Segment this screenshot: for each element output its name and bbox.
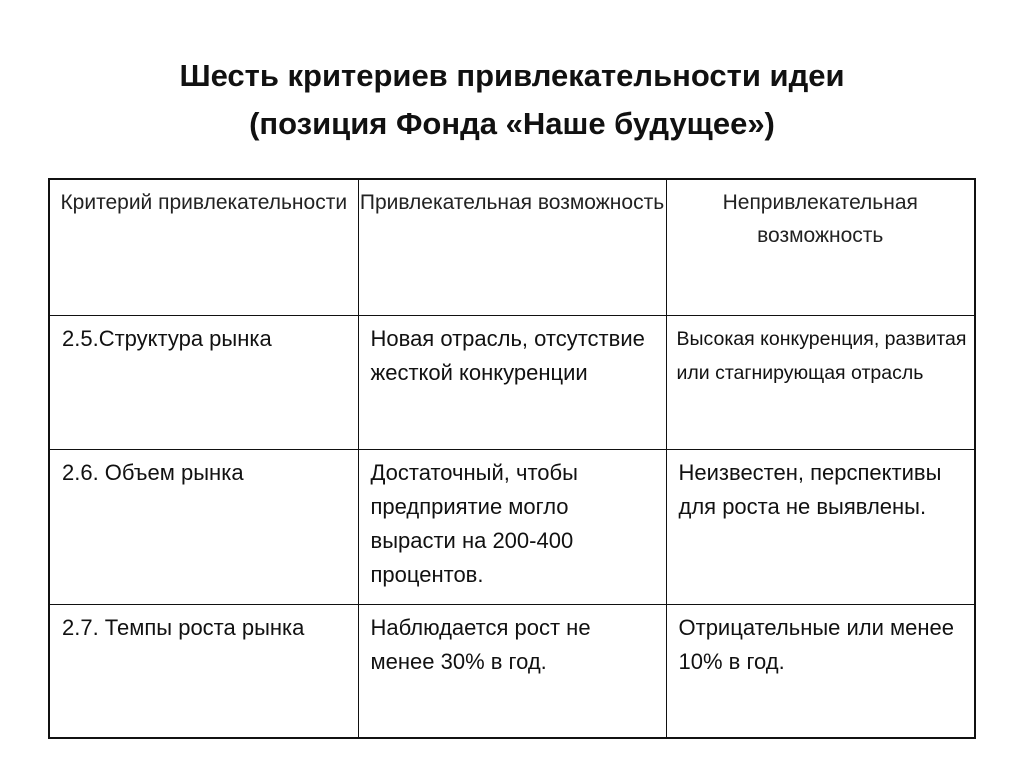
table-header-row: [49, 179, 975, 315]
attractive-cell: Новая отрасль, отсутствие жесткой конкуренции: [358, 315, 666, 449]
header-unattractive: Непривлекательная возможность: [666, 179, 975, 315]
table-row: [49, 315, 975, 449]
header-criterion: Критерий привлекательности: [49, 179, 358, 315]
attractive-cell: Достаточный, чтобы предприятие могло вырасти на 200-400 процентов.: [358, 449, 666, 604]
slide-title: [0, 52, 1024, 148]
unattractive-cell: Отрицательные или менее 10% в год.: [666, 604, 975, 738]
unattractive-cell: Неизвестен, перспективы для роста не выявлены.: [666, 449, 975, 604]
criterion-cell: 2.7. Темпы роста рынка: [49, 604, 358, 738]
table-row: [49, 604, 975, 738]
table-row: [49, 449, 975, 604]
criterion-cell: 2.5.Структура рынка: [49, 315, 358, 449]
criteria-table: [48, 178, 976, 739]
header-attractive: Привлекательная возможность: [358, 179, 666, 315]
unattractive-cell: Высокая конкуренция, развитая или стагнирующая отрасль: [666, 315, 975, 449]
slide-title-line-2: (позиция Фонда «Наше будущее»): [249, 106, 775, 141]
criterion-cell: 2.6. Объем рынка: [49, 449, 358, 604]
slide-title-line-1: Шесть критериев привлекательности идеи: [179, 58, 845, 93]
attractive-cell: Наблюдается рост не менее 30% в год.: [358, 604, 666, 738]
